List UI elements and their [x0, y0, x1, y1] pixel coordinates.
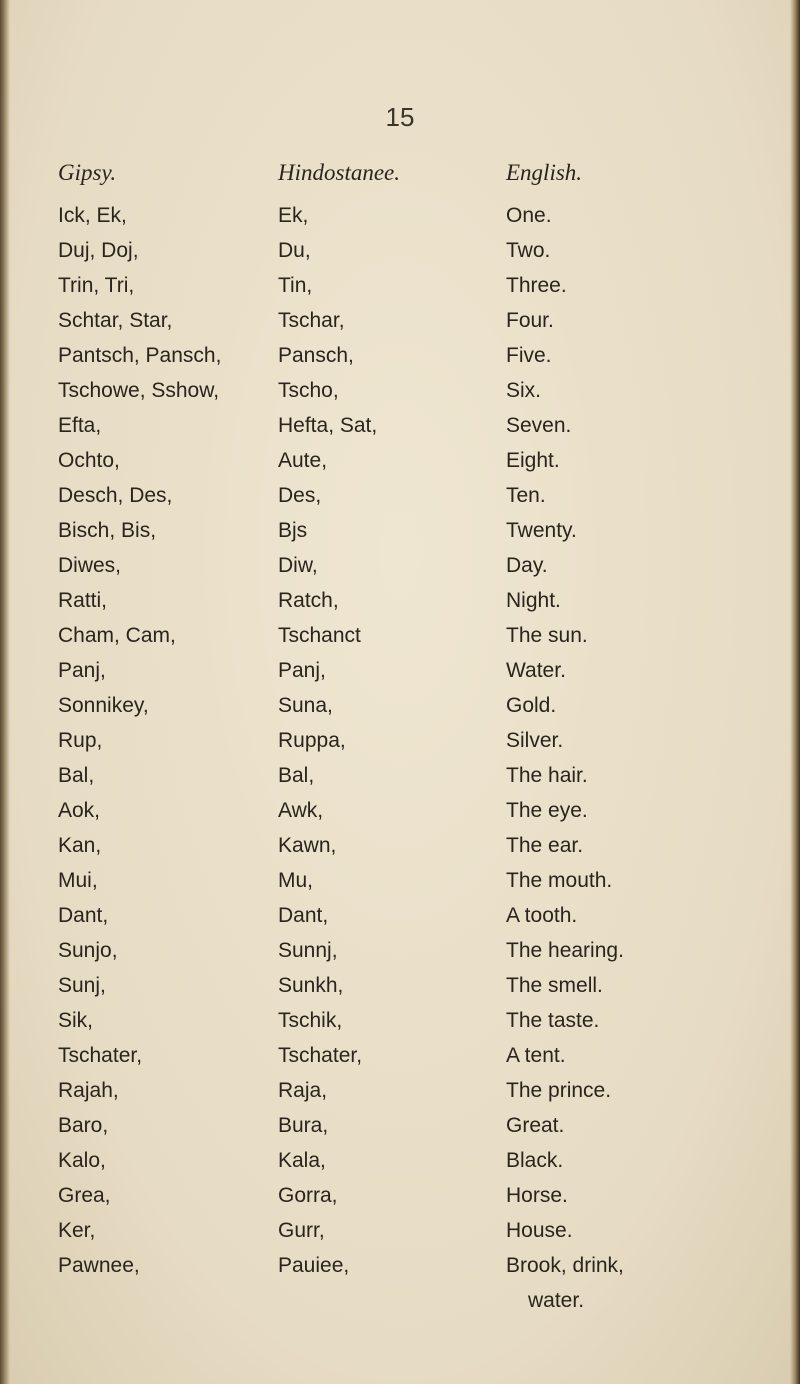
hindostanee-word: Kawn,	[278, 834, 337, 857]
table-row	[0, 1073, 800, 1108]
english-word: Ten.	[506, 484, 546, 507]
hindostanee-word: Pauiee,	[278, 1254, 350, 1277]
hindostanee-word: Bura,	[278, 1114, 329, 1137]
english-word: A tooth.	[506, 904, 578, 927]
hindostanee-word: Pansch,	[278, 344, 354, 367]
hindostanee-word: Tin,	[278, 274, 313, 297]
english-word: The mouth.	[506, 869, 613, 892]
table-row	[0, 1213, 800, 1248]
english-word: The ear.	[506, 834, 584, 857]
english-word-continuation: water.	[528, 1289, 585, 1312]
english-word: House.	[506, 1219, 573, 1242]
english-word: A tent.	[506, 1044, 566, 1067]
table-row	[0, 863, 800, 898]
hindostanee-word: Tschar,	[278, 309, 345, 332]
english-word: Four.	[506, 309, 554, 332]
english-word: The hair.	[506, 764, 588, 787]
table-row	[0, 513, 800, 548]
hindostanee-word: Ruppa,	[278, 729, 346, 752]
gipsy-word: Baro,	[58, 1114, 109, 1137]
gipsy-word: Duj, Doj,	[58, 239, 139, 262]
table-row	[0, 408, 800, 443]
gipsy-word: Grea,	[58, 1184, 111, 1207]
hindostanee-word: Tschik,	[278, 1009, 343, 1032]
english-word: The prince.	[506, 1079, 612, 1102]
english-word: Six.	[506, 379, 542, 402]
gipsy-word: Mui,	[58, 869, 98, 892]
table-row	[0, 198, 800, 233]
gipsy-word: Ratti,	[58, 589, 108, 612]
table-row	[0, 443, 800, 478]
hindostanee-word: Du,	[278, 239, 311, 262]
english-word: Water.	[506, 659, 566, 682]
gipsy-word: Kan,	[58, 834, 102, 857]
english-word: Black.	[506, 1149, 564, 1172]
hindostanee-word: Suna,	[278, 694, 333, 717]
hindostanee-word: Bal,	[278, 764, 315, 787]
table-row	[0, 1178, 800, 1213]
english-word: Great.	[506, 1114, 565, 1137]
header-english: English.	[506, 160, 583, 185]
table-row	[0, 933, 800, 968]
table-row	[0, 233, 800, 268]
table-row	[0, 1108, 800, 1143]
gipsy-word: Ochto,	[58, 449, 120, 472]
vocabulary-table	[0, 198, 800, 1318]
english-word: Twenty.	[506, 519, 577, 542]
table-row	[0, 303, 800, 338]
gipsy-word: Tschowe, Sshow,	[58, 379, 220, 402]
hindostanee-word: Dant,	[278, 904, 329, 927]
english-word: One.	[506, 204, 552, 227]
table-row	[0, 968, 800, 1003]
english-word: Night.	[506, 589, 561, 612]
hindostanee-word: Ek,	[278, 204, 309, 227]
table-row	[0, 1248, 800, 1283]
english-word: Silver.	[506, 729, 564, 752]
gipsy-word: Kalo,	[58, 1149, 106, 1172]
table-row	[0, 898, 800, 933]
english-word: Eight.	[506, 449, 560, 472]
english-word: The sun.	[506, 624, 588, 647]
gipsy-word: Pawnee,	[58, 1254, 140, 1277]
hindostanee-word: Ratch,	[278, 589, 339, 612]
table-row	[0, 793, 800, 828]
table-row	[0, 1003, 800, 1038]
gipsy-word: Ker,	[58, 1219, 96, 1242]
gipsy-word: Diwes,	[58, 554, 122, 577]
gipsy-word: Ick, Ek,	[58, 204, 127, 227]
english-word: Three.	[506, 274, 567, 297]
hindostanee-word: Tschater,	[278, 1044, 363, 1067]
table-row	[0, 618, 800, 653]
table-row	[0, 268, 800, 303]
gipsy-word: Desch, Des,	[58, 484, 173, 507]
english-word: The smell.	[506, 974, 603, 997]
hindostanee-word: Tscho,	[278, 379, 339, 402]
table-row	[0, 373, 800, 408]
hindostanee-word: Gurr,	[278, 1219, 325, 1242]
gipsy-word: Bisch, Bis,	[58, 519, 157, 542]
english-word: The hearing.	[506, 939, 624, 962]
gipsy-word: Trin, Tri,	[58, 274, 135, 297]
column-headers	[0, 160, 800, 196]
gipsy-word: Dant,	[58, 904, 109, 927]
table-row	[0, 653, 800, 688]
hindostanee-word: Tschanct	[278, 624, 361, 647]
gipsy-word: Sunjo,	[58, 939, 118, 962]
english-word: Two.	[506, 239, 551, 262]
gipsy-word: Sik,	[58, 1009, 94, 1032]
table-row	[0, 828, 800, 863]
header-hindostanee: Hindostanee.	[278, 160, 401, 185]
english-word: Five.	[506, 344, 552, 367]
gipsy-word: Aok,	[58, 799, 101, 822]
table-row	[0, 1038, 800, 1073]
gipsy-word: Pantsch, Pansch,	[58, 344, 222, 367]
hindostanee-word: Kala,	[278, 1149, 326, 1172]
table-row	[0, 688, 800, 723]
hindostanee-word: Panj,	[278, 659, 326, 682]
gipsy-word: Efta,	[58, 414, 102, 437]
english-word: Seven.	[506, 414, 572, 437]
hindostanee-word: Gorra,	[278, 1184, 338, 1207]
hindostanee-word: Des,	[278, 484, 322, 507]
hindostanee-word: Sunkh,	[278, 974, 344, 997]
english-word: Gold.	[506, 694, 557, 717]
gipsy-word: Cham, Cam,	[58, 624, 176, 647]
table-row	[0, 548, 800, 583]
hindostanee-word: Diw,	[278, 554, 318, 577]
table-row	[0, 758, 800, 793]
english-word: Day.	[506, 554, 548, 577]
gipsy-word: Bal,	[58, 764, 95, 787]
english-word: The eye.	[506, 799, 588, 822]
hindostanee-word: Mu,	[278, 869, 314, 892]
gipsy-word: Rup,	[58, 729, 103, 752]
gipsy-word: Sunj,	[58, 974, 106, 997]
table-row	[0, 1143, 800, 1178]
gipsy-word: Rajah,	[58, 1079, 119, 1102]
gipsy-word: Schtar, Star,	[58, 309, 173, 332]
table-row-continuation	[0, 1283, 800, 1318]
gipsy-word: Tschater,	[58, 1044, 143, 1067]
hindostanee-word: Awk,	[278, 799, 324, 822]
english-word: Brook, drink,	[506, 1254, 624, 1277]
hindostanee-word: Hefta, Sat,	[278, 414, 378, 437]
table-row	[0, 723, 800, 758]
english-word: The taste.	[506, 1009, 600, 1032]
page-number: 15	[385, 102, 415, 132]
hindostanee-word: Sunnj,	[278, 939, 338, 962]
gipsy-word: Sonnikey,	[58, 694, 149, 717]
table-row	[0, 338, 800, 373]
hindostanee-word: Aute,	[278, 449, 328, 472]
header-gipsy: Gipsy.	[58, 160, 117, 185]
hindostanee-word: Raja,	[278, 1079, 328, 1102]
table-row	[0, 478, 800, 513]
hindostanee-word: Bjs	[278, 519, 308, 542]
english-word: Horse.	[506, 1184, 568, 1207]
gipsy-word: Panj,	[58, 659, 106, 682]
table-row	[0, 583, 800, 618]
